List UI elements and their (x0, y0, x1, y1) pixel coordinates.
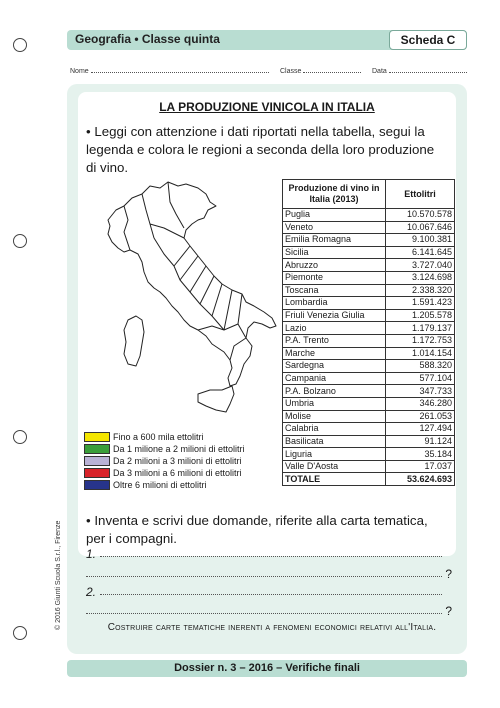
page-title: LA PRODUZIONE VINICOLA IN ITALIA (159, 100, 375, 114)
table-row (283, 209, 455, 222)
question-mark: ? (445, 604, 452, 618)
table-row (283, 322, 455, 335)
column-header-region: Produzione di vino in Italia (2013) (283, 180, 386, 209)
table-row (283, 347, 455, 360)
legend-item (84, 467, 245, 479)
region-name-cell: Valle D'Aosta (283, 460, 386, 473)
hectoliters-cell: 347.733 (386, 385, 455, 398)
hectoliters-cell: 588.320 (386, 360, 455, 373)
legend-color-swatch (84, 468, 110, 478)
hectoliters-cell: 91.124 (386, 435, 455, 448)
class-label: Classe (280, 68, 302, 75)
hectoliters-cell: 1.591.423 (386, 297, 455, 310)
hectoliters-cell: 1.014.154 (386, 347, 455, 360)
hectoliters-cell: 17.037 (386, 460, 455, 473)
region-name-cell: Sardegna (283, 360, 386, 373)
region-name-cell: Lazio (283, 322, 386, 335)
answer-line-4[interactable] (82, 604, 452, 618)
region-name-cell: Marche (283, 347, 386, 360)
region-name-cell: Basilicata (283, 435, 386, 448)
table-row (283, 372, 455, 385)
hectoliters-cell: 577.104 (386, 372, 455, 385)
hectoliters-cell: 346.280 (386, 397, 455, 410)
table-row (283, 259, 455, 272)
legend-label: Oltre 6 milioni di ettolitri (113, 480, 207, 490)
hectoliters-cell: 10.570.578 (386, 209, 455, 222)
table-row (283, 246, 455, 259)
column-header-hectoliters: Ettolitri (386, 180, 455, 209)
hectoliters-cell: 1.205.578 (386, 309, 455, 322)
hectoliters-cell: 3.124.698 (386, 271, 455, 284)
answer-line-2[interactable] (82, 567, 452, 581)
subject-title: Geografia • Classe quinta (75, 32, 220, 46)
binder-hole (13, 38, 27, 52)
table-row (283, 234, 455, 247)
sicily-outline (198, 386, 234, 412)
question-number-1: 1. (86, 547, 97, 561)
region-name-cell: Calabria (283, 423, 386, 436)
total-value-cell: 53.624.693 (386, 473, 455, 486)
name-field[interactable] (70, 66, 269, 75)
header-bar (67, 30, 467, 50)
table-row (283, 309, 455, 322)
region-name-cell: Friuli Venezia Giulia (283, 309, 386, 322)
region-name-cell: Abruzzo (283, 259, 386, 272)
hectoliters-cell: 10.067.646 (386, 221, 455, 234)
region-name-cell: Campania (283, 372, 386, 385)
table-row (283, 460, 455, 473)
region-name-cell: Piemonte (283, 271, 386, 284)
hectoliters-cell: 261.053 (386, 410, 455, 423)
objective-footnote: Costruire carte tematiche inerenti a fenomeni economici relativi all'Italia. (107, 622, 437, 633)
region-name-cell: Emilia Romagna (283, 234, 386, 247)
table-row (283, 271, 455, 284)
instruction-text: • Leggi con attenzione i dati riportati nella tabella, segui la legenda e colora le regioni a seconda della loro produzione di vino. (86, 124, 435, 175)
table-row (283, 221, 455, 234)
italy-mainland-outline (108, 182, 276, 386)
hectoliters-cell: 35.184 (386, 448, 455, 461)
legend-item (84, 455, 245, 467)
legend-item (84, 479, 245, 491)
region-name-cell: Umbria (283, 397, 386, 410)
binder-hole (13, 626, 27, 640)
region-name-cell: Veneto (283, 221, 386, 234)
hectoliters-cell: 9.100.381 (386, 234, 455, 247)
table-row (283, 297, 455, 310)
table-row (283, 385, 455, 398)
table-row (283, 423, 455, 436)
legend-label: Da 1 milione a 2 milioni di ettolitri (113, 444, 245, 454)
total-label-cell: TOTALE (283, 473, 386, 486)
date-label: Data (372, 68, 387, 75)
map-legend (84, 431, 245, 491)
legend-label: Da 3 milioni a 6 milioni di ettolitri (113, 468, 242, 478)
answer-line-3[interactable] (82, 585, 452, 599)
region-name-cell: Lombardia (283, 297, 386, 310)
region-name-cell: P.A. Trento (283, 334, 386, 347)
legend-label: Da 2 milioni a 3 milioni di ettolitri (113, 456, 242, 466)
question-number-2: 2. (86, 585, 97, 599)
legend-color-swatch (84, 444, 110, 454)
region-name-cell: Liguria (283, 448, 386, 461)
legend-color-swatch (84, 432, 110, 442)
question-mark: ? (445, 567, 452, 581)
name-label: Nome (70, 68, 89, 75)
legend-label: Fino a 600 mila ettolitri (113, 432, 204, 442)
legend-item (84, 431, 245, 443)
region-name-cell: Molise (283, 410, 386, 423)
table-row (283, 397, 455, 410)
hectoliters-cell: 2.338.320 (386, 284, 455, 297)
region-name-cell: P.A. Bolzano (283, 385, 386, 398)
hectoliters-cell: 3.727.040 (386, 259, 455, 272)
sheet-label: Scheda C (389, 30, 467, 50)
hectoliters-cell: 1.179.137 (386, 322, 455, 335)
answer-line-1[interactable] (82, 547, 452, 561)
table-total-row (283, 473, 455, 486)
table-row (283, 334, 455, 347)
hectoliters-cell: 127.494 (386, 423, 455, 436)
table-row (283, 360, 455, 373)
exercise-card (78, 92, 456, 556)
date-field[interactable] (372, 66, 467, 75)
wine-production-table (282, 179, 455, 486)
table-row (283, 448, 455, 461)
legend-color-swatch (84, 456, 110, 466)
region-name-cell: Puglia (283, 209, 386, 222)
sardinia-outline (124, 316, 144, 366)
legend-item (84, 443, 245, 455)
region-name-cell: Toscana (283, 284, 386, 297)
table-row (283, 284, 455, 297)
legend-color-swatch (84, 480, 110, 490)
region-borders (124, 182, 246, 360)
copyright-note: © 2016 Giunti Scuola S.r.l., Firenze (55, 520, 62, 630)
hectoliters-cell: 6.141.645 (386, 246, 455, 259)
class-field[interactable] (280, 66, 361, 75)
region-name-cell: Sicilia (283, 246, 386, 259)
table-row (283, 410, 455, 423)
italy-map-image (94, 180, 279, 430)
table-row (283, 435, 455, 448)
footer-bar: Dossier n. 3 – 2016 – Verifiche finali (67, 660, 467, 677)
binder-hole (13, 234, 27, 248)
hectoliters-cell: 1.172.753 (386, 334, 455, 347)
table-header-row (283, 180, 455, 209)
questions-instruction: • Inventa e scrivi due domande, riferite alla carta tematica, per i compagni. (86, 513, 428, 546)
binder-hole (13, 430, 27, 444)
